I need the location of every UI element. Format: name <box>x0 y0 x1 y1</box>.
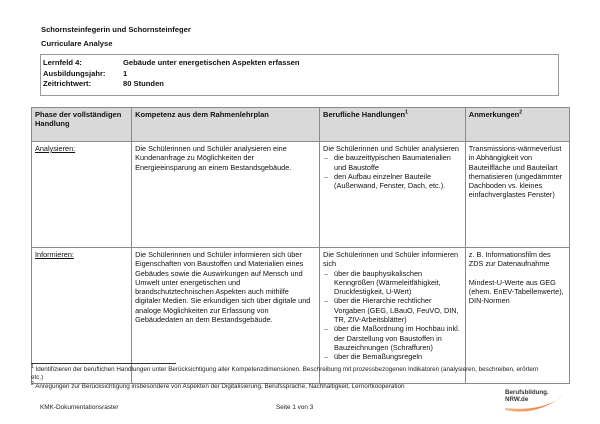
list-item: – über die bauphysikalischen Kenngrößen (Wärmeleitfähigkeit, Druckfestigkeit, U-Wert) <box>323 269 462 297</box>
table-header-row <box>32 108 570 142</box>
header-anmerkungen <box>465 108 569 142</box>
anmerkung-2: Mindest-U-Werte aus GEG (ehem. EnEV-Tabellenwerte), DIN-Normen <box>468 277 564 306</box>
lernfeld-value: Gebäude unter energetischen Aspekten erfassen <box>123 58 300 67</box>
logo-text <box>505 390 549 403</box>
lernfeld-label: Lernfeld 4: <box>43 58 82 67</box>
table-row <box>32 142 570 248</box>
anmerkungen-cell <box>465 248 569 384</box>
zeit-label: Zeitrichtwert: <box>43 79 92 88</box>
footnote-marker-2: 2 <box>31 380 34 387</box>
header-phase: Phase der vollständigen Handlung <box>32 108 132 142</box>
footer-doc-name: KMK-Dokumentationsraster <box>40 404 119 411</box>
footnote-marker-1: 1 <box>31 363 34 370</box>
phase-label: Informieren: <box>35 250 74 259</box>
handlungen-list <box>323 153 462 190</box>
footnote-ref-1: 1 <box>405 109 408 116</box>
anmerkungen-cell: Transmissions-wärmeverlust in Abhängigkeit von Bauteilfläche und Bauteilart thematisieren (ungedämmter Dachboden vs. kleines einfachverglastes Fenster) <box>465 142 569 248</box>
list-item: – über die Maßordnung im Hochbau inkl. der Darstellung von Baustoffen in Bauzeichnungen (Schraffuren) <box>323 324 462 352</box>
phase-label: Analysieren: <box>35 144 76 153</box>
handlungen-cell <box>320 248 466 384</box>
list-item: – über die Bemaßungsregeln <box>323 352 462 361</box>
handlungen-intro: Die Schülerinnen und Schüler informieren sich <box>323 250 459 269</box>
kompetenz-cell: Die Schülerinnen und Schüler informieren sich über Eigenschaften von Baustoffen und Materialien eines Gebäudes sowie die Auswirkungen auf Mensch und Umwelt unter energetischen und brandschutztechnischen Aspekten auch mithilfe digitaler Medien. Sie erkundigen sich über digitale und analoge Möglichkeiten zur Erfassung von Gebäudedaten an dem Bestandsgebäude. <box>132 248 320 384</box>
info-box <box>40 54 559 96</box>
phase-cell <box>32 142 132 248</box>
spacer <box>469 269 566 278</box>
page-number: Seite 1 von 3 <box>276 404 314 411</box>
anmerkung-1: z. B. Informationsfilm des ZDS zur Datenaufnahme <box>468 250 551 269</box>
kompetenz-cell: Die Schülerinnen und Schüler analysieren eine Kundenanfrage zu Möglichkeiten der Energieeinsparung an einem Bestandsgebäude. <box>132 142 320 248</box>
handlungen-intro: Die Schülerinnen und Schüler analysieren <box>323 144 459 153</box>
header-kompetenz: Kompetenz aus dem Rahmenlehrplan <box>132 108 320 142</box>
header-handlungen-label: Berufliche Handlungen <box>323 110 406 119</box>
footnote-2-text: Anregungen zur Berücksichtigung insbesondere von Aspekten der Digitalisierung, Berufssprache, Nachhaltigkeit, Lernortkooperation <box>35 383 405 390</box>
handlungen-list <box>323 269 462 362</box>
footnote-2 <box>31 380 551 391</box>
list-item: – über die Hierarchie rechtlicher Vorgaben (GEG, LBauO, FeuVO, DIN, TR, ZIV-Arbeitsblätter) <box>323 296 462 324</box>
footnote-divider <box>31 363 176 364</box>
document-subtitle: Curriculare Analyse <box>41 39 113 48</box>
document-title: Schornsteinfegerin und Schornsteinfeger <box>41 25 191 34</box>
list-item: – den Aufbau einzelner Bauteile (Außenwand, Fenster, Dach, etc.). <box>323 172 462 191</box>
list-item: – die bauzeittypischen Baumaterialien und Baustoffe <box>323 153 462 172</box>
info-row-jahr <box>43 69 556 80</box>
header-handlungen <box>320 108 466 142</box>
header-anmerkungen-label: Anmerkungen <box>468 110 520 119</box>
footnote-1 <box>31 363 551 382</box>
footnote-ref-2: 2 <box>519 109 522 116</box>
analysis-table <box>31 107 570 384</box>
berufsbildung-nrw-logo <box>503 389 565 415</box>
info-row-lernfeld <box>43 58 556 69</box>
logo-line-1: Berufsbildung. <box>505 389 549 396</box>
logo-line-2: NRW.de <box>505 395 529 403</box>
zeit-value: 80 Stunden <box>123 79 164 88</box>
jahr-label: Ausbildungsjahr: <box>43 68 106 78</box>
footnote-1-text: Identifizieren der beruflichen Handlungen unter Berücksichtigung aller Kompetenzdimensionen. Beschreibung mit prozessbezogenen Indikatoren (analysieren, beschreiben, erörtern etc.) <box>31 366 539 381</box>
info-row-zeit <box>43 79 556 90</box>
jahr-value: 1 <box>123 68 128 78</box>
handlungen-cell <box>320 142 466 248</box>
